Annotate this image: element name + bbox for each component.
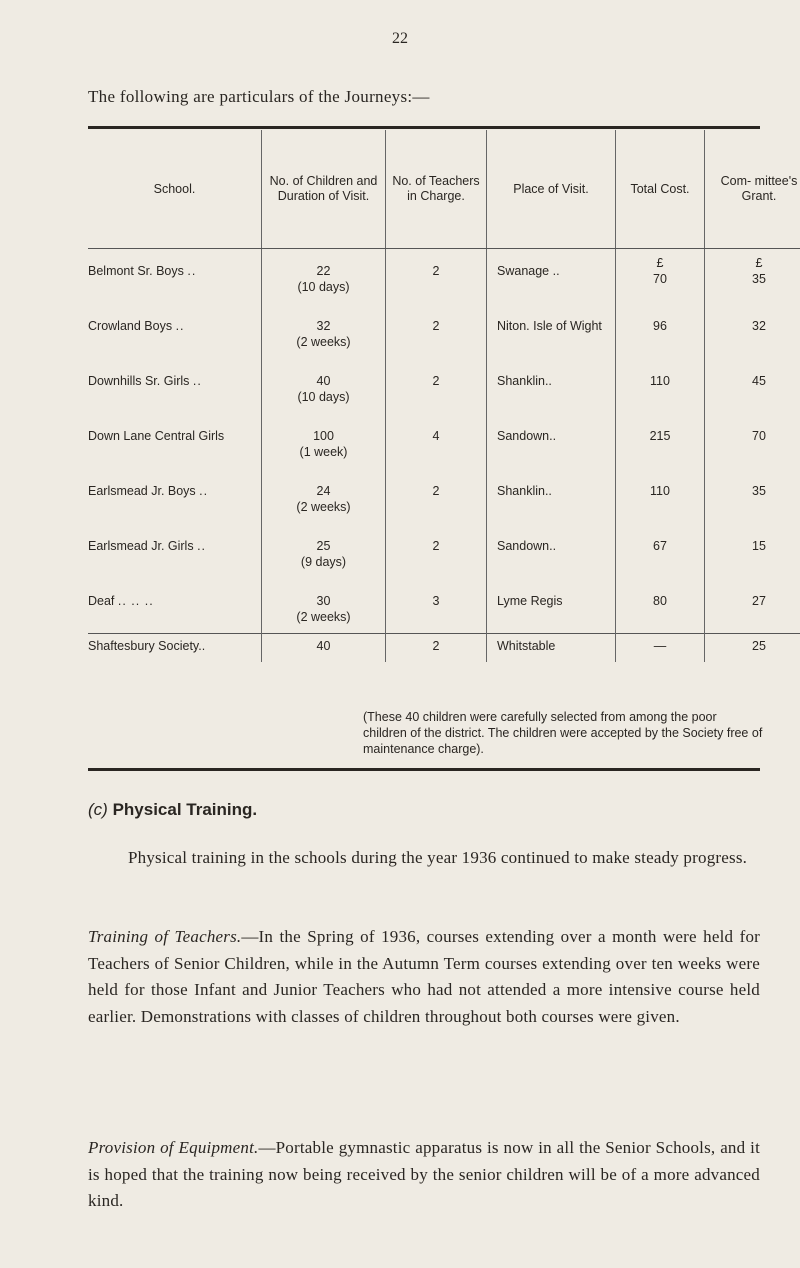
- table-row: [88, 414, 800, 469]
- paragraph-body-equipment: —Portable gymnastic apparatus is now in all the Senior Schools, and it is hoped that the training now being received by the senior children will be of a more advanced kind.: [88, 1138, 761, 1210]
- cell-grant: 25: [752, 639, 766, 653]
- cell-leader-dots: ..: [192, 373, 202, 388]
- cell-teachers: 3: [432, 593, 440, 608]
- cell-children: 32: [316, 318, 331, 333]
- cell-cost: 96: [653, 318, 667, 333]
- cell-duration: (2 weeks): [296, 499, 351, 514]
- cell-cost: 110: [650, 483, 670, 498]
- cell-teachers: 2: [432, 538, 440, 553]
- cell-children: 40: [316, 373, 331, 388]
- header-cost: Total Cost.: [616, 130, 705, 249]
- cell-cost: —: [653, 639, 667, 653]
- cell-school: Deaf: [88, 593, 115, 608]
- header-school: School.: [88, 130, 262, 249]
- intro-text: The following are particulars of the Journeys:—: [88, 87, 430, 106]
- paragraph-body-training: —In the Spring of 1936, courses extending over a month were held for Teachers of Senior Children, while in the Autumn Term courses extending over ten weeks were held for those Infant and Junior Teachers who had not attended a more intensive course held earlier. Demonstrations with classes of children throughout both courses were given.: [88, 927, 760, 1026]
- cell-grant: 35: [752, 483, 766, 498]
- cell-teachers: 2: [432, 264, 440, 278]
- header-place: Place of Visit.: [487, 130, 616, 249]
- cell-grant: 70: [752, 428, 766, 443]
- cell-teachers: 2: [432, 318, 440, 333]
- table-row-shaftesbury: [88, 634, 800, 662]
- cell-children: 40: [316, 639, 331, 653]
- cell-grant-currency: £: [755, 256, 763, 270]
- header-children: No. of Children and Duration of Visit.: [262, 130, 386, 249]
- header-grant: Com- mittee's Grant.: [705, 130, 800, 249]
- paragraph-training-of-teachers: [88, 924, 760, 1030]
- cell-duration: (10 days): [297, 389, 350, 404]
- cell-leader-dots: .. .. ..: [117, 593, 154, 608]
- cell-school: Shaftesbury Society..: [88, 639, 206, 653]
- cell-place: Shanklin..: [497, 373, 552, 388]
- table-row: [88, 249, 800, 304]
- cell-place: Shanklin..: [497, 483, 552, 498]
- cell-cost: 80: [653, 593, 667, 608]
- cell-grant: 45: [752, 373, 766, 388]
- cell-duration: (9 days): [300, 554, 347, 569]
- cell-grant: 35: [752, 272, 766, 286]
- paragraph-provision-of-equipment: [88, 1135, 760, 1215]
- cell-children: 24: [316, 483, 331, 498]
- table-note: (These 40 children were carefully selected from among the poor children of the district. The children were accepted by the Society free of maintenance charge).: [363, 710, 763, 756]
- cell-children: 30: [316, 593, 331, 608]
- cell-cost: 67: [653, 538, 667, 553]
- cell-school: Earlsmead Jr. Girls: [88, 538, 194, 553]
- paragraph-lead-training: Training of Teachers.: [88, 927, 242, 946]
- cell-place: Sandown..: [497, 428, 557, 443]
- paragraph-lead-equipment: Provision of Equipment.: [88, 1138, 259, 1157]
- cell-school: Downhills Sr. Girls: [88, 373, 190, 388]
- cell-cost: 110: [650, 373, 670, 388]
- cell-teachers: 4: [432, 428, 440, 443]
- cell-grant: 27: [752, 593, 766, 608]
- cell-teachers: 2: [432, 483, 440, 498]
- cell-teachers: 2: [432, 373, 440, 388]
- cell-place: Lyme Regis: [497, 593, 563, 608]
- cell-duration: (2 weeks): [296, 609, 351, 624]
- cell-place: Whitstable: [497, 639, 556, 653]
- cell-place: Sandown..: [497, 538, 557, 553]
- cell-cost: 70: [653, 272, 667, 286]
- cell-leader-dots: ..: [187, 264, 197, 278]
- cell-cost-currency: £: [656, 256, 664, 270]
- table-row: [88, 524, 800, 579]
- cell-school: Crowland Boys: [88, 318, 173, 333]
- section-heading: [88, 800, 257, 820]
- cell-teachers: 2: [432, 639, 440, 653]
- cell-children: 100: [313, 428, 334, 443]
- table-row: [88, 304, 800, 359]
- section-label: (c): [88, 800, 108, 819]
- cell-leader-dots: ..: [199, 483, 209, 498]
- cell-children: 22: [316, 264, 331, 278]
- cell-leader-dots: ..: [197, 538, 207, 553]
- page-number: 22: [392, 30, 408, 47]
- cell-school: Belmont Sr. Boys: [88, 264, 184, 278]
- cell-leader-dots: ..: [175, 318, 185, 333]
- header-teachers: No. of Teachers in Charge.: [386, 130, 487, 249]
- paragraph-intro: Physical training in the schools during the year 1936 continued to make steady progress.: [128, 848, 748, 867]
- journeys-table: [88, 130, 798, 662]
- cell-cost: 215: [649, 428, 671, 443]
- cell-grant: 32: [752, 318, 766, 333]
- table-bottom-rule: [88, 768, 760, 771]
- cell-duration: (2 weeks): [296, 334, 351, 349]
- section-title: Physical Training.: [112, 800, 258, 819]
- cell-duration: (1 week): [299, 444, 348, 459]
- table-top-rule: [88, 126, 760, 129]
- table-header-row: [88, 130, 800, 249]
- cell-grant: 15: [752, 538, 766, 553]
- cell-place: Swanage ..: [497, 264, 560, 278]
- cell-duration: (10 days): [297, 280, 350, 294]
- table-row: [88, 579, 800, 634]
- cell-school: Down Lane Central Girls: [88, 428, 225, 443]
- table-row: [88, 469, 800, 524]
- cell-school: Earlsmead Jr. Boys: [88, 483, 196, 498]
- cell-children: 25: [316, 538, 331, 553]
- table-row: [88, 359, 800, 414]
- cell-place: Niton. Isle of Wight: [497, 318, 602, 333]
